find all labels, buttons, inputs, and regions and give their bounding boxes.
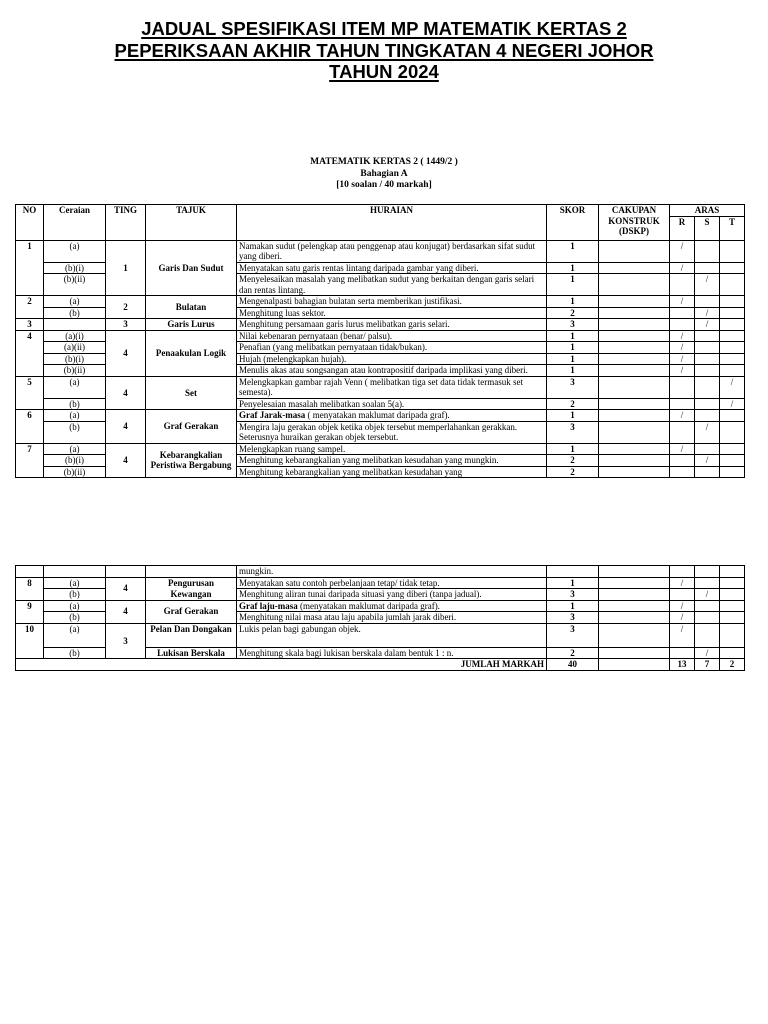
dskp-cell [599,296,670,308]
aras-s [695,342,720,354]
aras-t [720,330,745,342]
part-label: (b)(i) [44,262,106,274]
topic [146,566,237,578]
header-ceraian: Ceraian [44,205,106,241]
aras-s [695,398,720,410]
form-level: 4 [106,600,146,623]
aras-s [695,577,720,589]
dskp-cell [599,647,670,659]
topic: Penaakulan Logik [146,330,237,376]
aras-r: / [670,330,695,342]
aras-r [670,376,695,398]
description: Hujah (melengkapkan hujah). [237,353,547,365]
table-row [16,376,745,398]
aras-s [695,330,720,342]
dskp-cell [599,577,670,589]
aras-t [720,455,745,467]
score: 3 [547,623,599,647]
document-title [0,18,768,83]
header-t: T [720,216,745,240]
dskp-cell [599,466,670,478]
score: 2 [547,398,599,410]
part-label: (b)(ii) [44,466,106,478]
aras-t [720,342,745,354]
description-bold: Graf laju-masa [239,600,298,611]
score: 1 [547,240,599,262]
description: Mengenalpasti bahagian bulatan serta memberikan justifikasi. [237,296,547,308]
part-label: (a)(i) [44,330,106,342]
score: 1 [547,600,599,612]
aras-t [720,623,745,647]
question-number: 7 [16,443,44,478]
aras-r: / [670,410,695,422]
header-cakupan: CAKUPAN KONSTRUK (DSKP) [599,205,670,241]
form-level: 3 [106,319,146,331]
question-number: 2 [16,296,44,319]
paper-code: MATEMATIK KERTAS 2 ( 1449/2 ) [310,157,458,167]
description: Melengkapkan ruang sampel. [237,443,547,455]
dskp-cell [599,307,670,319]
aras-s: / [695,647,720,659]
form-level: 4 [106,376,146,410]
dskp-cell [599,330,670,342]
score: 1 [547,443,599,455]
table-row [16,600,745,612]
aras-s [695,376,720,398]
section-heading [0,157,768,192]
title-line-2: PEPERIKSAAN AKHIR TAHUN TINGKATAN 4 NEGERI JOHOR [114,39,654,61]
dskp-cell [599,455,670,467]
aras-t [720,647,745,659]
aras-r: / [670,443,695,455]
part-label: (a) [44,240,106,262]
form-level: 4 [106,410,146,444]
dskp-cell [599,612,670,624]
aras-r: / [670,240,695,262]
form-level: 4 [106,330,146,376]
table-row [16,566,745,578]
total-r: 13 [670,659,695,671]
score: 1 [547,365,599,377]
aras-r [670,319,695,331]
form-level: 3 [106,623,146,659]
aras-s [695,443,720,455]
description: Menyelesaikan masalah yang melibatkan sudut yang berkaitan dengan garis selari dan rentas lintang. [237,274,547,296]
aras-r [670,274,695,296]
description: Menyatakan satu contoh perbelanjaan tetap/ tidak tetap. [237,577,547,589]
part-label: (b) [44,421,106,443]
spec-table-part-2 [15,565,745,671]
score: 1 [547,342,599,354]
title-line-3: TAHUN 2024 [329,61,439,82]
score: 3 [547,376,599,398]
aras-s: / [695,274,720,296]
description: Penyelesaian masalah melibatkan soalan 5(a). [237,398,547,410]
aras-r: / [670,623,695,647]
description: Namakan sudut (pelengkap atau penggenap atau konjugat) berdasarkan sifat sudut yang diberi. [237,240,547,262]
aras-s [695,365,720,377]
score: 2 [547,466,599,478]
form-level: 4 [106,443,146,478]
topic: Pelan Dan Dongakan [146,623,237,647]
aras-s [695,566,720,578]
title-line-1: JADUAL SPESIFIKASI ITEM MP MATEMATIK KERTAS 2 [141,18,627,39]
dskp-cell [599,365,670,377]
section-name: Bahagian A [360,168,408,179]
question-number: 10 [16,623,44,659]
aras-s: / [695,319,720,331]
table-row [16,330,745,342]
description: Mengira laju gerakan objek ketika objek tersebut memperlahankan gerakkan. Seterusnya huraikan gerakan objek tersebut. [237,421,547,443]
aras-t [720,262,745,274]
aras-r: / [670,342,695,354]
aras-r: / [670,296,695,308]
description: Nilai kebenaran pernyataan (benar/ palsu). [237,330,547,342]
aras-s [695,612,720,624]
topic: Bulatan [146,296,237,319]
part-label: (a)(ii) [44,342,106,354]
aras-s: / [695,589,720,601]
aras-s [695,353,720,365]
table-row [16,319,745,331]
header-s: S [695,216,720,240]
part-label: (a) [44,443,106,455]
topic: Graf Gerakan [146,410,237,444]
aras-t [720,353,745,365]
aras-s: / [695,307,720,319]
aras-t [720,577,745,589]
description [237,600,547,612]
part-label: (b) [44,612,106,624]
topic: Garis Lurus [146,319,237,331]
description: Menghitung kebarangkalian yang melibatkan kesudahan yang mungkin. [237,455,547,467]
dskp-cell [599,659,670,671]
score: 3 [547,612,599,624]
topic: Garis Dan Sudut [146,240,237,296]
total-label: JUMLAH MARKAH [16,659,547,671]
part-label: (b) [44,398,106,410]
part-label: (a) [44,577,106,589]
aras-s: / [695,421,720,443]
spec-table-part-1 [15,204,745,478]
dskp-cell [599,262,670,274]
header-r: R [670,216,695,240]
aras-t [720,589,745,601]
aras-r: / [670,353,695,365]
dskp-cell [599,398,670,410]
aras-r [670,466,695,478]
description: Menghitung aliran tunai daripada situasi yang diberi (tanpa jadual). [237,589,547,601]
header-huraian: HURAIAN [237,205,547,241]
table-row [16,296,745,308]
aras-r: / [670,262,695,274]
aras-r: / [670,577,695,589]
aras-t: / [720,376,745,398]
part-label: (b)(i) [44,353,106,365]
aras-s [695,240,720,262]
score: 1 [547,262,599,274]
header-skor: SKOR [547,205,599,241]
aras-t [720,443,745,455]
dskp-cell [599,240,670,262]
header-ting: TING [106,205,146,241]
aras-t [720,410,745,422]
score [547,566,599,578]
aras-t [720,274,745,296]
score: 2 [547,647,599,659]
question-number: 1 [16,240,44,296]
aras-t [720,296,745,308]
description-rest: ( menyatakan maklumat daripada graf). [305,410,450,420]
score: 2 [547,307,599,319]
dskp-cell [599,421,670,443]
header-no: NO [16,205,44,241]
description [237,410,547,422]
question-number: 4 [16,330,44,376]
description: Menghitung skala bagi lukisan berskala dalam bentuk 1 : n. [237,647,547,659]
dskp-cell [599,443,670,455]
aras-s: / [695,455,720,467]
score: 1 [547,296,599,308]
total-row [16,659,745,671]
score: 2 [547,455,599,467]
aras-r [670,455,695,467]
aras-t [720,566,745,578]
part-label [44,319,106,331]
aras-t [720,421,745,443]
dskp-cell [599,274,670,296]
topic: Lukisan Berskala [146,647,237,659]
part-label: (a) [44,296,106,308]
description: Menghitung persamaan garis lurus melibatkan garis selari. [237,319,547,331]
question-number [16,566,44,578]
total-t: 2 [720,659,745,671]
part-label: (b) [44,307,106,319]
part-label: (b) [44,589,106,601]
aras-r [670,566,695,578]
aras-r [670,647,695,659]
topic: Kebarangkalian Peristiwa Bergabung [146,443,237,478]
description: Menghitung nilai masa atau laju apabila jumlah jarak diberi. [237,612,547,624]
table-row [16,443,745,455]
section-marks: [10 soalan / 40 markah] [336,180,432,190]
form-level: 1 [106,240,146,296]
dskp-cell [599,376,670,398]
description: Menulis akas atau songsangan atau kontrapositif daripada implikasi yang diberi. [237,365,547,377]
description: mungkin. [237,566,547,578]
aras-t [720,466,745,478]
dskp-cell [599,623,670,647]
score: 1 [547,353,599,365]
description: Menyatakan satu garis rentas lintang daripada gambar yang diberi. [237,262,547,274]
header-row [16,205,745,217]
aras-t [720,319,745,331]
score: 1 [547,330,599,342]
aras-s [695,410,720,422]
dskp-cell [599,319,670,331]
topic: Set [146,376,237,410]
question-number: 3 [16,319,44,331]
part-label: (a) [44,376,106,398]
header-aras: ARAS [670,205,745,217]
aras-r [670,421,695,443]
total-score: 40 [547,659,599,671]
table-row [16,623,745,647]
description-bold: Graf Jarak-masa [239,410,306,420]
part-label: (b) [44,647,106,659]
aras-r: / [670,365,695,377]
aras-t [720,307,745,319]
aras-t [720,365,745,377]
score: 1 [547,410,599,422]
description: Melengkapkan gambar rajah Venn ( melibatkan tiga set data tidak termasuk set semesta). [237,376,547,398]
aras-t [720,240,745,262]
aras-t [720,612,745,624]
aras-s [695,262,720,274]
part-label: (b)(ii) [44,365,106,377]
topic: Pengurusan Kewangan [146,577,237,600]
part-label: (b)(ii) [44,274,106,296]
description: Menghitung luas sektor. [237,307,547,319]
question-number: 8 [16,577,44,600]
dskp-cell [599,600,670,612]
form-level: 4 [106,577,146,600]
aras-r [670,589,695,601]
description-rest: (menyatakan maklumat daripada graf). [297,600,440,611]
part-label: (a) [44,600,106,612]
aras-s [695,600,720,612]
score: 1 [547,274,599,296]
score: 3 [547,421,599,443]
question-number: 6 [16,410,44,444]
dskp-cell [599,589,670,601]
aras-r: / [670,612,695,624]
question-number: 9 [16,600,44,623]
aras-s [695,623,720,647]
part-label: (b)(i) [44,455,106,467]
description: Menghitung kebarangkalian yang melibatkan kesudahan yang [237,466,547,478]
aras-s [695,296,720,308]
dskp-cell [599,566,670,578]
part-label: (a) [44,410,106,422]
part-label [44,566,106,578]
form-level [106,566,146,578]
header-tajuk: TAJUK [146,205,237,241]
form-level: 2 [106,296,146,319]
question-number: 5 [16,376,44,410]
aras-s [695,466,720,478]
description: Lukis pelan bagi gabungan objek. [237,623,547,647]
score: 1 [547,577,599,589]
aras-t [720,600,745,612]
aras-r [670,398,695,410]
topic: Graf Gerakan [146,600,237,623]
aras-r [670,307,695,319]
table-row [16,577,745,589]
table-row [16,410,745,422]
dskp-cell [599,410,670,422]
aras-t: / [720,398,745,410]
part-label: (a) [44,623,106,647]
description: Penafian (yang melibatkan pernyataan tidak/bukan). [237,342,547,354]
total-s: 7 [695,659,720,671]
dskp-cell [599,342,670,354]
aras-r: / [670,600,695,612]
score: 3 [547,589,599,601]
score: 3 [547,319,599,331]
dskp-cell [599,353,670,365]
table-row [16,240,745,262]
